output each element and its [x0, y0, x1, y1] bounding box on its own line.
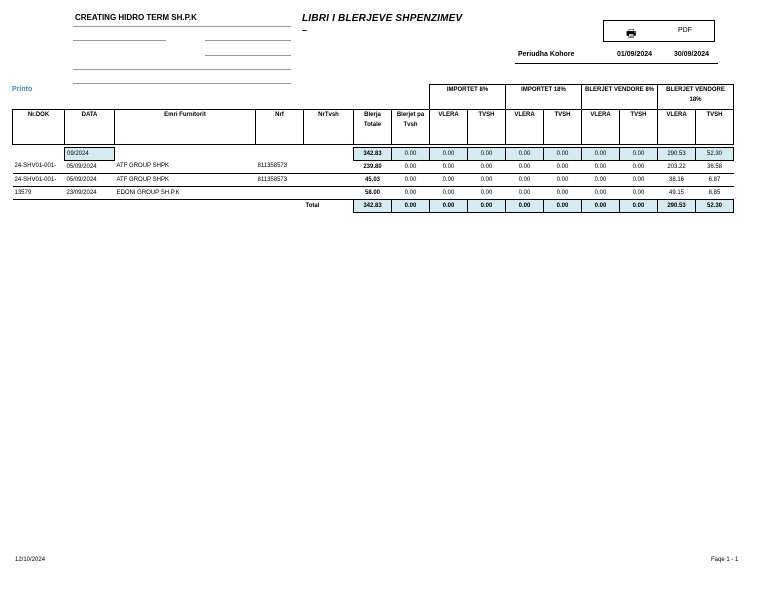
group-local-18: BLERJET VENDORE 18%	[658, 85, 734, 110]
col-header: VLERA	[506, 109, 544, 144]
table-cell: 0.00	[480, 163, 493, 170]
table-cell: 0.00	[430, 147, 468, 160]
total-cell: 52.30	[696, 199, 734, 212]
table-cell: 0.00	[594, 176, 607, 183]
table-cell: 0.00	[582, 147, 620, 160]
table-cell: 811358573	[257, 163, 288, 170]
summary-row	[13, 147, 734, 160]
divider	[73, 69, 291, 70]
table-cell: 38.16	[668, 176, 684, 183]
table-cell: ATF GROUP SHPK	[116, 163, 169, 170]
table-cell: 23/09/2024	[66, 189, 97, 196]
table-cell: 6.87	[708, 176, 721, 183]
table-cell: 52.30	[696, 147, 734, 160]
table-cell: 0.00	[556, 189, 569, 196]
table-row	[13, 186, 734, 199]
table-row	[13, 160, 734, 173]
table-cell: EDONI GROUP SH.P.K	[116, 189, 180, 196]
table-cell: 0.00	[404, 163, 417, 170]
table-cell: 811358573	[257, 176, 288, 183]
total-cell: 0.00	[392, 199, 430, 212]
table-cell	[304, 160, 354, 173]
table-cell: 0.00	[620, 147, 658, 160]
col-header: DATA	[65, 109, 115, 144]
total-row	[13, 199, 734, 212]
table-cell: ATF GROUP SHPK	[116, 176, 169, 183]
table-cell: 0.00	[506, 147, 544, 160]
table-cell: 342.83	[354, 147, 392, 160]
table-cell: 0.00	[468, 147, 506, 160]
table-cell: 0.00	[518, 176, 531, 183]
table-cell: 8.85	[708, 189, 721, 196]
total-label: Total	[305, 202, 320, 209]
col-header: TVSH	[696, 109, 734, 144]
col-header: TVSH	[544, 109, 582, 144]
table-row	[13, 173, 734, 186]
period-underline	[515, 63, 718, 64]
col-header: TVSH	[620, 109, 658, 144]
table-cell: 0.00	[480, 176, 493, 183]
total-cell: 0.00	[544, 199, 582, 212]
table-cell	[256, 147, 304, 160]
report-title: LIBRI I BLERJEVE SHPENZIMEV	[302, 13, 463, 24]
table-cell: 36.58	[706, 163, 722, 170]
table-cell: 0.00	[594, 163, 607, 170]
table-cell: 49.15	[668, 189, 684, 196]
table-cell: 0.00	[556, 176, 569, 183]
table-cell: 0.00	[518, 163, 531, 170]
col-header: VLERA	[430, 109, 468, 144]
table-cell: 0.00	[632, 189, 645, 196]
table-cell: 290.53	[658, 147, 696, 160]
col-header: Nr.DOK	[13, 109, 65, 144]
table-cell	[304, 186, 354, 199]
table-cell: 24-SHV01-001-	[14, 176, 57, 183]
table-cell: 0.00	[632, 176, 645, 183]
divider	[205, 55, 291, 56]
table-cell: 0.00	[442, 163, 455, 170]
company-name: CREATING HIDRO TERM SH.P.K	[75, 13, 197, 22]
table-cell	[13, 147, 65, 160]
col-header: Blerjet pa Tvsh	[392, 109, 430, 144]
total-cell: 0.00	[620, 199, 658, 212]
title-dash: –	[302, 25, 308, 35]
table-cell: 239.80	[363, 163, 382, 170]
col-header: Emri Furnitorit	[115, 109, 256, 144]
table-cell: 203.22	[667, 163, 686, 170]
total-cell: 290.53	[658, 199, 696, 212]
table-cell: 0.00	[632, 163, 645, 170]
table-cell: 13579	[14, 189, 32, 196]
col-header: Nrf	[256, 109, 304, 144]
col-header: VLERA	[658, 109, 696, 144]
col-header: VLERA	[582, 109, 620, 144]
total-cell: 0.00	[468, 199, 506, 212]
table-cell	[115, 147, 256, 160]
col-header: TVSH	[468, 109, 506, 144]
table-cell: 45.03	[364, 176, 380, 183]
total-cell: 0.00	[582, 199, 620, 212]
group-imports-18: IMPORTET 18%	[506, 85, 582, 110]
period-from: 01/09/2024	[617, 51, 653, 58]
column-header-row	[13, 109, 734, 144]
table-cell: 0.00	[594, 189, 607, 196]
pdf-button[interactable]: PDF	[678, 27, 692, 34]
table-cell: 09/2024	[65, 147, 115, 160]
table-cell: 24-SHV01-001-	[14, 163, 57, 170]
period-to: 30/09/2024	[674, 51, 710, 58]
col-header: Blerja Totale	[354, 109, 392, 144]
table-cell: 0.00	[544, 147, 582, 160]
divider	[205, 40, 291, 41]
table-cell: 58.00	[364, 189, 380, 196]
table-cell	[304, 173, 354, 186]
table-cell: 0.00	[556, 163, 569, 170]
table-cell: 0.00	[442, 189, 455, 196]
group-header-row	[13, 85, 734, 110]
table-cell: 0.00	[404, 176, 417, 183]
period-label: Periudha Kohore	[518, 51, 575, 58]
group-local-8: BLERJET VENDORE 8%	[582, 85, 658, 110]
table-cell	[256, 186, 304, 199]
divider	[73, 40, 166, 41]
table-cell: 0.00	[404, 189, 417, 196]
table-cell: 0.00	[518, 189, 531, 196]
table-cell: 0.00	[442, 176, 455, 183]
total-cell: 342.83	[354, 199, 392, 212]
total-cell: 0.00	[430, 199, 468, 212]
print-link[interactable]: Printo	[12, 86, 33, 93]
table-cell: 0.00	[392, 147, 430, 160]
footer-page: Faqe 1 - 1	[711, 557, 739, 563]
table-cell	[304, 147, 354, 160]
divider	[73, 26, 291, 27]
total-cell: 0.00	[506, 199, 544, 212]
col-header: NrTvsh	[304, 109, 354, 144]
printer-icon[interactable]: 🖶	[626, 28, 637, 40]
group-imports-8: IMPORTET 8%	[430, 85, 506, 110]
table-cell: 0.00	[480, 189, 493, 196]
pdf-export-box[interactable]	[603, 20, 715, 42]
footer-date: 12/10/2024	[15, 557, 46, 563]
table-cell: 05/09/2024	[66, 163, 97, 170]
table-cell: 05/09/2024	[66, 176, 97, 183]
purchase-book-table	[12, 84, 734, 213]
